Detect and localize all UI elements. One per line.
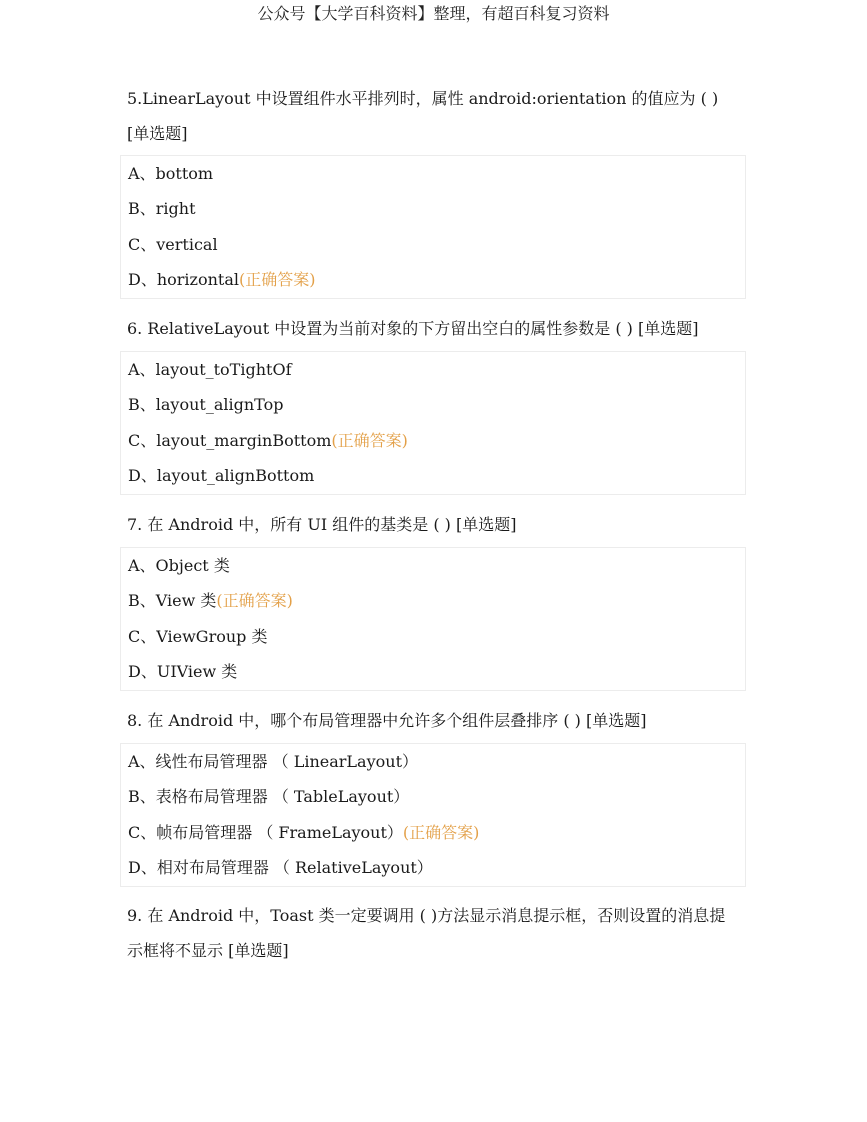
- option-text: B、layout_alignTop: [128, 395, 284, 415]
- page-header: 公众号【大学百科资料】整理，有超百科复习资料: [257, 4, 610, 23]
- question-title: 9. 在 Android 中，Toast 类一定要调用 ( )方法显示消息提示框，否则设置的消息提示框将不显示 [单选题]: [127, 906, 726, 960]
- option-list: [120, 547, 746, 691]
- option-list: [120, 351, 746, 495]
- question-title: 6. RelativeLayout 中设置为当前对象的下方留出空白的属性参数是 ( ) [单选题]: [127, 319, 699, 338]
- option-c[interactable]: [121, 815, 745, 850]
- option-text: A、Object 类: [128, 556, 230, 575]
- option-text: A、layout_toTightOf: [128, 360, 292, 379]
- question-title: 8. 在 Android 中，哪个布局管理器中允许多个组件层叠排序 ( ) [单选题]: [127, 711, 647, 730]
- option-d[interactable]: [121, 262, 745, 297]
- option-text: C、layout_marginBottom: [128, 430, 332, 450]
- option-a[interactable]: [121, 744, 745, 779]
- option-text: C、帧布局管理器 （ FrameLayout）: [128, 822, 403, 842]
- option-d[interactable]: [121, 654, 745, 689]
- option-a[interactable]: [121, 548, 745, 583]
- correct-answer-mark: (正确答案): [331, 430, 408, 450]
- option-b[interactable]: [121, 191, 745, 226]
- option-text: C、vertical: [128, 234, 218, 254]
- correct-answer-mark: (正确答案): [239, 270, 316, 290]
- question-title: 7. 在 Android 中，所有 UI 组件的基类是 ( ) [单选题]: [127, 515, 517, 534]
- correct-answer-mark: (正确答案): [402, 822, 480, 842]
- option-list: [120, 155, 746, 299]
- option-c[interactable]: [121, 227, 745, 262]
- option-b[interactable]: [121, 583, 745, 618]
- question-title: 5.LinearLayout 中设置组件水平排列时，属性 android:orientation 的值应为 ( ) [单选题]: [127, 89, 719, 143]
- option-list: [120, 743, 746, 887]
- option-text: B、right: [128, 199, 196, 219]
- option-d[interactable]: [121, 458, 745, 493]
- option-c[interactable]: [121, 423, 745, 458]
- option-text: D、UIView 类: [128, 662, 238, 682]
- option-text: A、线性布局管理器 （ LinearLayout）: [128, 752, 419, 771]
- correct-answer-mark: (正确答案): [216, 591, 293, 611]
- option-b[interactable]: [121, 779, 745, 814]
- option-text: D、相对布局管理器 （ RelativeLayout）: [128, 858, 433, 878]
- option-text: C、ViewGroup 类: [128, 626, 268, 646]
- option-c[interactable]: [121, 619, 745, 654]
- option-text: A、bottom: [128, 164, 214, 183]
- option-b[interactable]: [121, 387, 745, 422]
- option-text: B、View 类: [128, 591, 217, 611]
- option-d[interactable]: [121, 850, 745, 885]
- option-text: D、layout_alignBottom: [128, 466, 315, 486]
- option-text: B、表格布局管理器 （ TableLayout）: [128, 787, 410, 807]
- option-a[interactable]: [121, 156, 745, 191]
- option-a[interactable]: [121, 352, 745, 387]
- option-text: D、horizontal: [128, 270, 239, 290]
